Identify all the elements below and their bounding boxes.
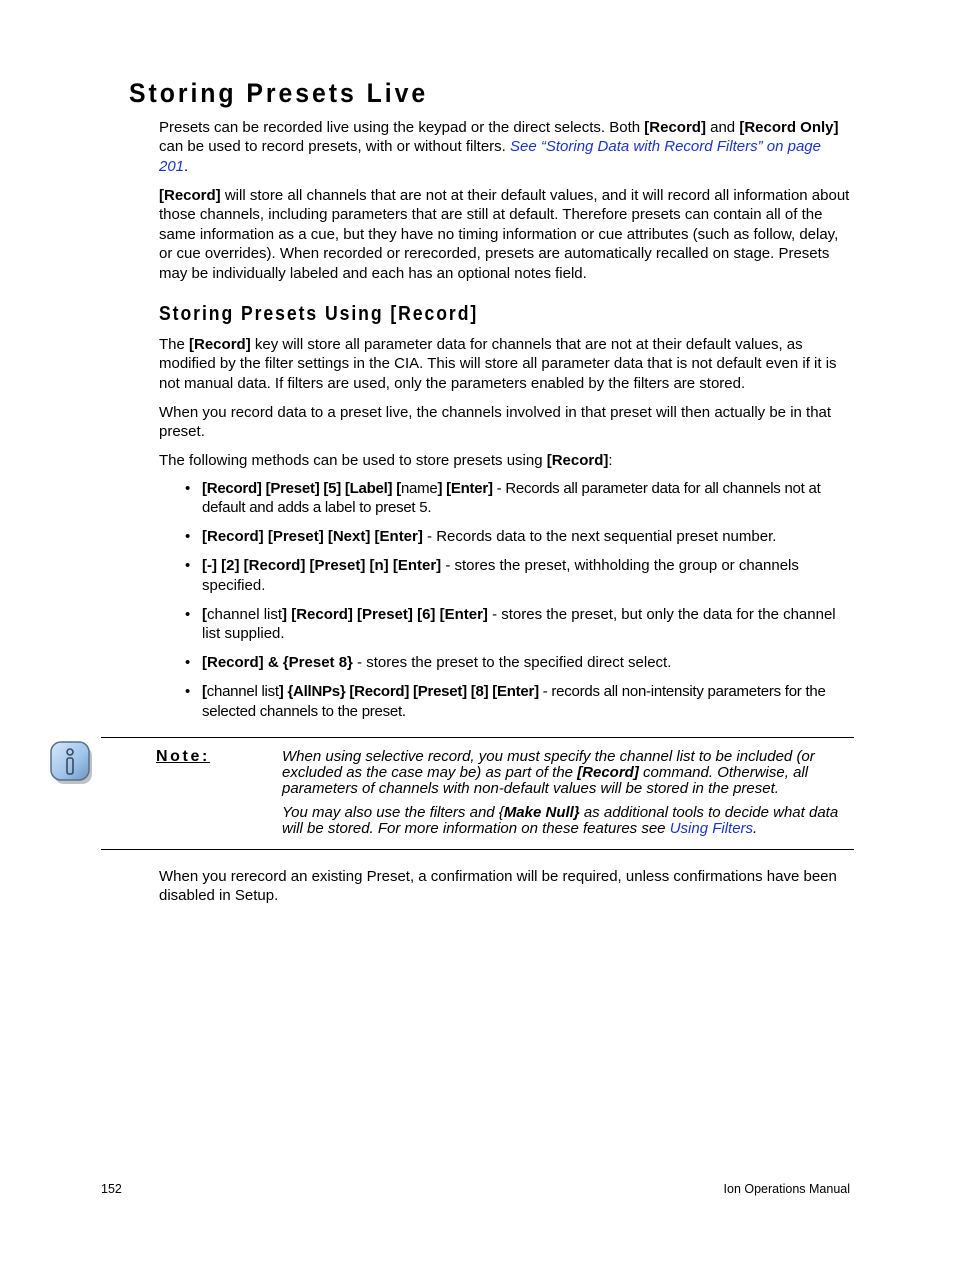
command-syntax: [-] [2] [Record] [Preset] [n] [Enter] xyxy=(202,557,442,575)
note2-text-3: . xyxy=(753,820,758,837)
using-filters-link[interactable]: Using Filters xyxy=(669,820,754,837)
command-syntax: [ xyxy=(202,605,207,623)
para5-key-record: [Record] xyxy=(546,452,609,469)
record-description-paragraph xyxy=(159,186,854,283)
bullet-glyph: • xyxy=(185,683,191,701)
para2-text: will store all channels that are not at their default values, and it will record all information about those channels, including parameters that are still at default. Therefore presets can contain all of the same information as a cue, but they have no timing information or cue attributes (such as follow, delay, or cue overrides). When recorded or rerecorded, presets are automatically recalled on stage. Presets may be individually labeled and each has an optional notes field. xyxy=(159,187,850,282)
bullet-glyph: • xyxy=(185,557,191,575)
note2-text-2: as additional tools to decide what data will be stored. For more information on these features see xyxy=(282,804,839,837)
command-syntax: [ xyxy=(202,683,207,701)
manual-title: Ion Operations Manual xyxy=(723,1182,850,1196)
command-description: - stores the preset, withholding the group or channels specified. xyxy=(202,557,799,594)
command-description: - stores the preset to the specified direct select. xyxy=(352,654,672,672)
bullet-glyph: • xyxy=(185,605,191,623)
command-syntax: ] [Enter] xyxy=(437,480,493,497)
command-syntax: [Record] [Preset] [Next] [Enter] xyxy=(202,528,423,546)
intro-key-record: [Record] xyxy=(644,119,706,136)
note-paragraph-2 xyxy=(282,805,854,837)
intro-text-3: can be used to record presets, with or without filters. xyxy=(159,138,510,156)
command-description: - Records data to the next sequential preset number. xyxy=(422,528,777,546)
note2-key-make-null: Make Null} xyxy=(503,804,580,821)
section-heading: Storing Presets Using [Record] xyxy=(159,303,479,325)
bullet-glyph: • xyxy=(185,528,191,546)
note-bottom-rule xyxy=(101,849,854,850)
page-title: Storing Presets Live xyxy=(129,78,429,108)
list-item xyxy=(185,605,855,644)
note1-text-2: command. Otherwise, all parameters of channels with non-default values will be stored in the preset. xyxy=(282,764,809,797)
list-item xyxy=(185,556,855,595)
command-syntax: [Record] & {Preset 8} xyxy=(202,654,353,672)
command-argument: channel list xyxy=(206,683,279,701)
intro-text-4: . xyxy=(184,157,189,175)
para3-text-2: key will store all parameter data for channels that are not at their default values, as modified by the filter settings in the CIA. This will store all parameter data that is not default even if it is not manual data. If filters are used, only the parameters enabled by the filters are stored. xyxy=(159,336,837,392)
note1-text-1: When using selective record, you must specify the channel list to be included (or excluded as the case may be) as part of the xyxy=(282,748,815,781)
info-icon xyxy=(50,741,94,785)
command-syntax: ] {AllNPs} [Record] [Preset] [8] [Enter] xyxy=(278,683,539,701)
record-filters-link[interactable]: See “Storing Data with Record Filters” on page 201 xyxy=(159,138,821,175)
intro-text-2: and xyxy=(705,119,740,136)
para3-text-1: The xyxy=(159,336,190,353)
note1-key-record: [Record] xyxy=(577,764,639,781)
para5-text-1: The following methods can be used to store presets using xyxy=(159,452,547,469)
intro-text-1: Presets can be recorded live using the keypad or the direct selects. Both xyxy=(159,119,645,136)
para2-key-record: [Record] xyxy=(159,187,221,204)
bullet-glyph: • xyxy=(185,480,191,497)
list-item xyxy=(185,653,855,672)
record-key-paragraph xyxy=(159,335,854,393)
list-item xyxy=(185,682,855,721)
record-live-paragraph: When you record data to a preset live, the channels involved in that preset will then actually be in that preset. xyxy=(159,404,832,441)
intro-paragraph xyxy=(159,118,854,176)
para3-key-record: [Record] xyxy=(189,336,251,353)
para5-text-2: : xyxy=(608,452,613,469)
methods-intro-paragraph xyxy=(159,451,854,470)
page-number: 152 xyxy=(101,1182,122,1196)
note-label: Note: xyxy=(156,748,210,765)
command-argument: name xyxy=(400,480,438,497)
methods-list xyxy=(185,479,855,731)
intro-key-record-only: [Record Only] xyxy=(739,119,839,136)
command-argument: channel list xyxy=(207,605,283,623)
list-item xyxy=(185,479,855,518)
command-description: - records all non-intensity parameters for the selected channels to the preset. xyxy=(202,683,826,720)
note-top-rule xyxy=(101,737,854,738)
list-item xyxy=(185,527,855,546)
command-syntax: ] [Record] [Preset] [6] [Enter] xyxy=(282,605,488,623)
command-syntax: [Record] [Preset] [5] [Label] [ xyxy=(202,480,401,497)
note2-text-1: You may also use the filters and { xyxy=(282,804,504,821)
note-paragraph-1 xyxy=(282,749,854,797)
rerecord-paragraph: When you rerecord an existing Preset, a confirmation will be required, unless confirmations have been disabled in Setup. xyxy=(159,868,837,905)
command-description: - Records all parameter data for all channels not at default and adds a label to preset 5. xyxy=(202,480,821,517)
bullet-glyph: • xyxy=(185,654,191,672)
command-description: - stores the preset, but only the data for the channel list supplied. xyxy=(202,605,836,643)
